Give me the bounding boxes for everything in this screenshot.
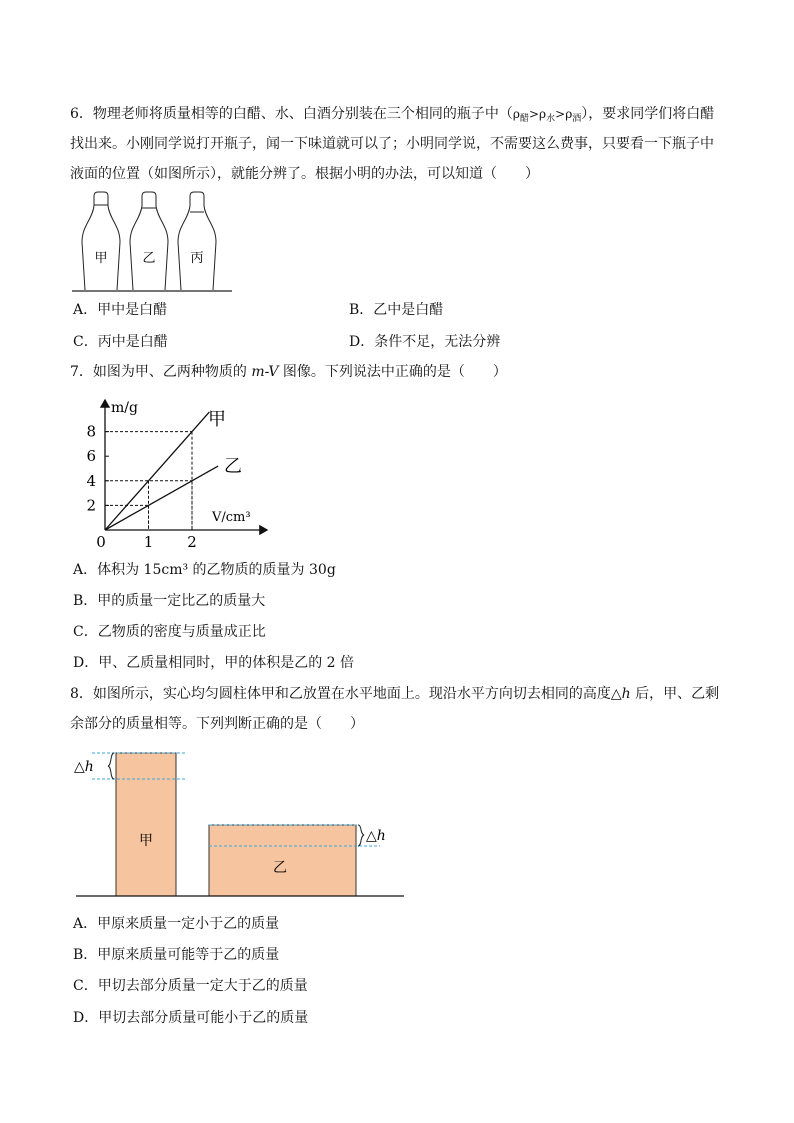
series-label-jia: 甲	[208, 409, 226, 430]
jia-brace	[108, 753, 114, 779]
bottle-yi	[130, 192, 168, 290]
q8-stem-line1: 8．如图所示，实心均匀圆柱体甲和乙放置在水平地面上。现沿水平方向切去相同的高度△h 后，甲、乙剩	[70, 686, 720, 702]
q8-stem-line2: 余部分的质量相等。下列判断正确的是（ ）	[70, 716, 364, 732]
q6-bottles-figure	[70, 188, 240, 298]
x-tick-1: 1	[143, 533, 154, 551]
bottle-label-bing: 丙	[190, 251, 204, 266]
q8-cylinders-figure	[70, 744, 410, 900]
series-label-yi: 乙	[224, 456, 242, 477]
y-tick-8: 8	[86, 422, 96, 441]
series-line-jia	[105, 412, 209, 530]
q8-option-c[interactable]: C．甲切去部分质量一定大于乙的质量	[73, 978, 308, 994]
y-axis-label: m/g	[111, 400, 138, 416]
series-line-yi	[105, 466, 218, 530]
q7-mv-graph	[84, 394, 274, 554]
q8-option-d[interactable]: D．甲切去部分质量可能小于乙的质量	[73, 1010, 309, 1026]
yi-brace	[358, 825, 364, 846]
q8-option-a[interactable]: A．甲原来质量一定小于乙的质量	[73, 916, 280, 932]
q6-option-b[interactable]: B．乙中是白醋	[349, 302, 444, 318]
q7-option-b[interactable]: B．甲的质量一定比乙的质量大	[73, 593, 266, 609]
q6-option-a[interactable]: A．甲中是白醋	[73, 302, 168, 318]
bottle-label-yi: 乙	[142, 251, 156, 266]
q8-option-b[interactable]: B．甲原来质量可能等于乙的质量	[73, 947, 280, 963]
x-tick-0: 0	[96, 533, 106, 551]
bottle-label-jia: 甲	[94, 251, 108, 266]
x-axis-label: V/cm³	[212, 510, 251, 525]
graph-lines	[105, 412, 218, 530]
q6-option-c[interactable]: C．丙中是白醋	[73, 334, 168, 350]
q7-option-a[interactable]: A．体积为 15cm³ 的乙物质的质量为 30g	[73, 562, 336, 578]
x-tick-2: 2	[187, 533, 197, 551]
y-tick-6: 6	[86, 447, 96, 466]
yi-delta-h-label: △h	[366, 828, 386, 844]
q6-stem-line3: 液面的位置（如图所示），就能分辨了。根据小明的办法，可以知道（ ）	[70, 166, 539, 182]
bottle-jia	[82, 192, 120, 290]
cylinder-label-yi: 乙	[273, 860, 287, 876]
y-tick-4: 4	[86, 471, 96, 490]
jia-delta-h-label: △h	[74, 759, 94, 775]
y-tick-2: 2	[86, 496, 96, 515]
q7-option-d[interactable]: D．甲、乙质量相同时，甲的体积是乙的 2 倍	[73, 655, 355, 671]
q6-stem-line1: 6．物理老师将质量相等的白醋、水、白酒分别装在三个相同的瓶子中$(\rho_醋>\rho_水>\rho_酒)$，要求同学们将白醋	[70, 106, 715, 124]
q7-stem: 7．如图为甲、乙两种物质的 m-V 图像。下列说法中正确的是（ ）	[70, 364, 507, 380]
cylinder-label-jia: 甲	[139, 833, 153, 849]
bottle-bing	[178, 192, 216, 290]
q6-stem-line2: 找出来。小刚同学说打开瓶子，闻一下味道就可以了；小明同学说，不需要这么费事，只要看一下瓶子中	[70, 136, 714, 152]
q7-option-c[interactable]: C．乙物质的密度与质量成正比	[73, 624, 266, 640]
cylinder-jia	[116, 753, 176, 896]
q6-option-d[interactable]: D．条件不足，无法分辨	[349, 334, 501, 350]
